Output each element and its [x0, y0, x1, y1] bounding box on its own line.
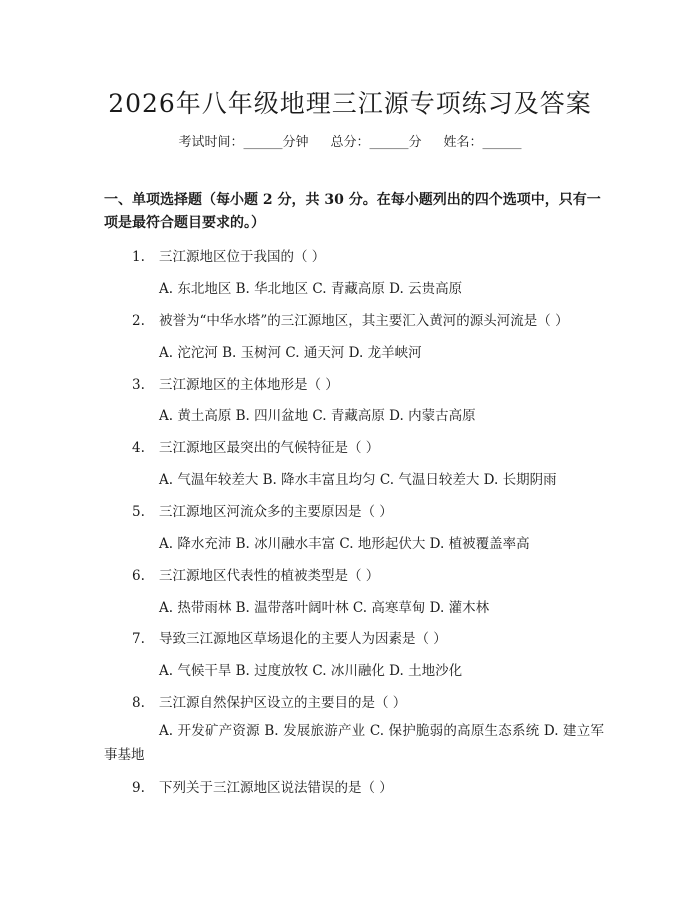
- question-2: [132, 309, 569, 329]
- question-number: 7.: [132, 631, 145, 647]
- question-text: 三江源地区河流众多的主要原因是（ ）: [159, 504, 393, 520]
- question-7: [132, 627, 447, 647]
- question-4-options: A. 气温年较差大 B. 降水丰富且均匀 C. 气温日较差大 D. 长期阴雨: [159, 472, 557, 488]
- question-text: 三江源地区代表性的植被类型是（ ）: [159, 568, 380, 584]
- question-8: [132, 691, 406, 711]
- question-2-options: A. 沱沱河 B. 玉树河 C. 通天河 D. 龙羊峡河: [159, 345, 422, 361]
- question-text: 三江源地区的主体地形是（ ）: [159, 377, 339, 393]
- question-6-options: A. 热带雨林 B. 温带落叶阔叶林 C. 高寒草甸 D. 灌木林: [159, 600, 490, 616]
- total-score: 总分：______分: [330, 135, 422, 150]
- question-text: 三江源自然保护区设立的主要目的是（ ）: [159, 695, 407, 711]
- question-7-options: A. 气候干旱 B. 过度放牧 C. 冰川融化 D. 土地沙化: [159, 663, 463, 679]
- question-4: [132, 436, 379, 456]
- question-text: 被誉为“中华水塔”的三江源地区，其主要汇入黄河的源头河流是（ ）: [159, 313, 569, 329]
- question-number: 1.: [132, 249, 145, 265]
- question-1-options: A. 东北地区 B. 华北地区 C. 青藏高原 D. 云贵高原: [159, 281, 463, 297]
- question-number: 4.: [132, 440, 145, 456]
- exam-meta: [0, 131, 700, 150]
- question-number: 5.: [132, 504, 145, 520]
- question-text: 三江源地区最突出的气候特征是（ ）: [159, 440, 380, 456]
- question-5-options: A. 降水充沛 B. 冰川融水丰富 C. 地形起伏大 D. 植被覆盖率高: [159, 536, 530, 552]
- question-number: 9.: [132, 780, 145, 796]
- question-number: 2.: [132, 313, 145, 329]
- question-6: [132, 564, 379, 584]
- section-heading: 一、单项选择题（每小题 2 分，共 30 分。在每小题列出的四个选项中，只有一项是最符合题目要求的。）: [104, 192, 601, 231]
- question-3-options: A. 黄土高原 B. 四川盆地 C. 青藏高原 D. 内蒙古高原: [159, 408, 476, 424]
- question-1: [132, 245, 325, 265]
- question-number: 8.: [132, 695, 145, 711]
- question-text: 导致三江源地区草场退化的主要人为因素是（ ）: [159, 631, 447, 647]
- question-number: 3.: [132, 377, 145, 393]
- exam-time: 考试时间：______分钟: [178, 135, 309, 150]
- question-9: [132, 776, 393, 796]
- question-text: 下列关于三江源地区说法错误的是（ ）: [159, 780, 393, 796]
- question-3: [132, 373, 339, 393]
- question-8-options: A. 开发矿产资源 B. 发展旅游产业 C. 保护脆弱的高原生态系统 D. 建立军事基地: [104, 723, 604, 763]
- question-number: 6.: [132, 568, 145, 584]
- page-title: 2026年八年级地理三江源专项练习及答案: [108, 89, 592, 118]
- question-5: [132, 500, 393, 520]
- question-text: 三江源地区位于我国的（ ）: [159, 249, 326, 265]
- student-name: 姓名：______: [443, 135, 522, 150]
